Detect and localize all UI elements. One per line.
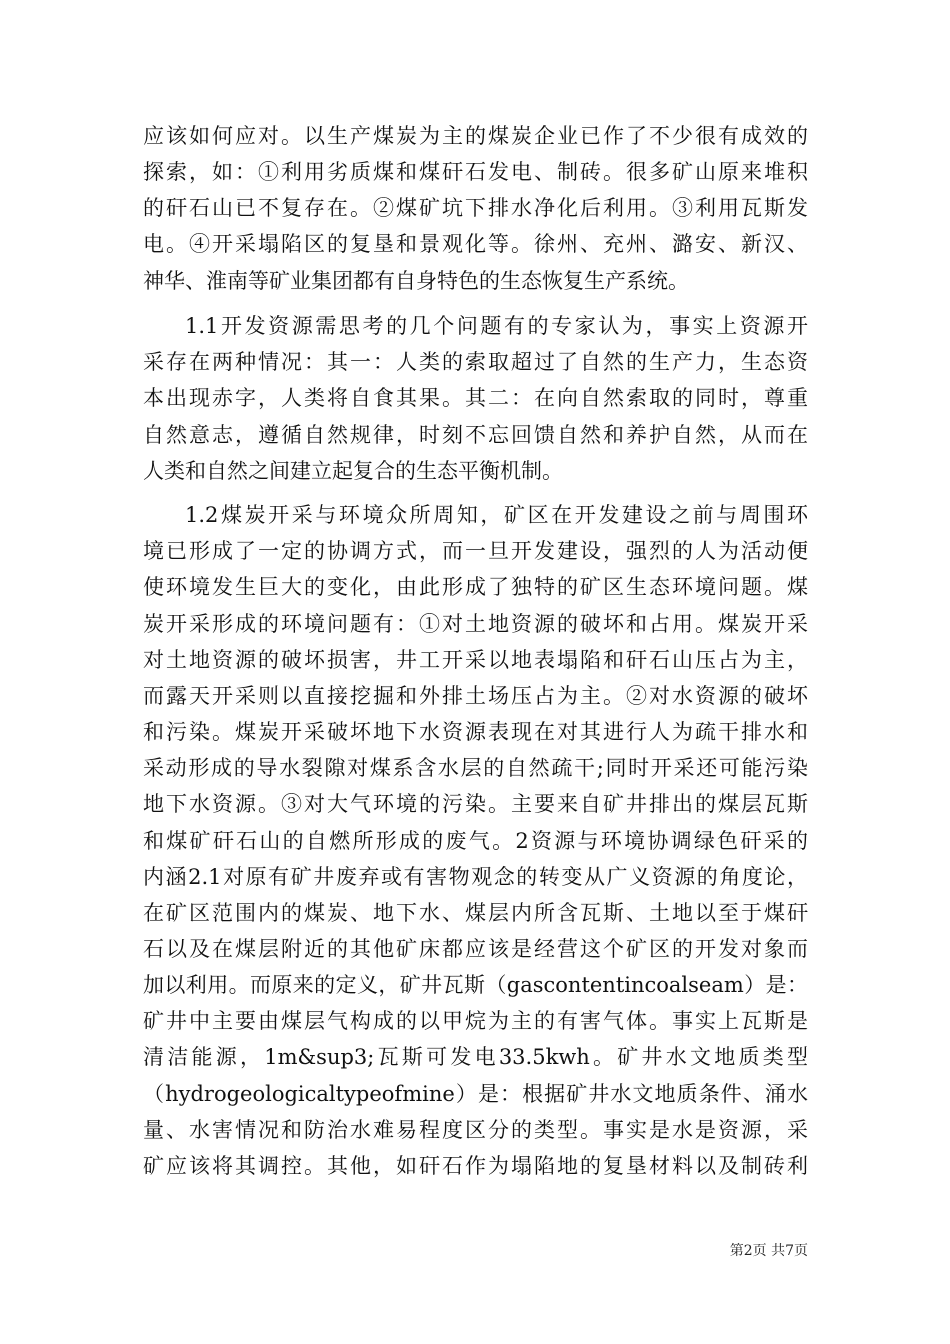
text-line: （hydrogeologicaltypeofmine）是：根据矿井水文地质条件、涌水 bbox=[143, 1082, 808, 1106]
text-line: 加以利用。而原来的定义，矿井瓦斯（gascontentincoalseam）是： bbox=[143, 973, 808, 997]
text-line: 炭开采形成的环境问题有：①对土地资源的破坏和占用。煤炭开采 bbox=[143, 612, 808, 636]
text-line: 在矿区范围内的煤炭、地下水、煤层内所含瓦斯、土地以至于煤矸 bbox=[143, 901, 808, 925]
text-line: 人类和自然之间建立起复合的生态平衡机制。 bbox=[143, 459, 563, 483]
text-line: 采动形成的导水裂隙对煤系含水层的自然疏干;同时开采还可能污染 bbox=[143, 756, 808, 780]
text-line: 境已形成了一定的协调方式，而一旦开发建设，强烈的人为活动便 bbox=[143, 539, 808, 563]
text-line: 石以及在煤层附近的其他矿床都应该是经营这个矿区的开发对象而 bbox=[143, 937, 808, 961]
text-line: 使环境发生巨大的变化，由此形成了独特的矿区生态环境问题。煤 bbox=[143, 575, 808, 599]
page-number: 第2页 共7页 bbox=[729, 1243, 808, 1259]
text-line: 地下水资源。③对大气环境的污染。主要来自矿井排出的煤层瓦斯 bbox=[143, 792, 808, 816]
text-line: 应该如何应对。以生产煤炭为主的煤炭企业已作了不少很有成效的 bbox=[143, 124, 808, 148]
text-line: 的矸石山已不复存在。②煤矿坑下排水净化后利用。③利用瓦斯发 bbox=[143, 196, 808, 220]
text-line: 矿应该将其调控。其他，如矸石作为塌陷地的复垦材料以及制砖利 bbox=[143, 1154, 808, 1178]
text-line: 对土地资源的破坏损害，井工开采以地表塌陷和矸石山压占为主， bbox=[143, 648, 808, 672]
text-line: 和污染。煤炭开采破坏地下水资源表现在对其进行人为疏干排水和 bbox=[143, 720, 808, 744]
text-line: 本出现赤字，人类将自食其果。其二：在向自然索取的同时，尊重 bbox=[143, 386, 808, 410]
text-line: 内涵2.1对原有矿井废弃或有害物观念的转变从广义资源的角度论， bbox=[143, 865, 808, 889]
text-line: 神华、淮南等矿业集团都有自身特色的生态恢复生产系统。 bbox=[143, 269, 689, 293]
text-line: 自然意志，遵循自然规律，时刻不忘回馈自然和养护自然，从而在 bbox=[143, 423, 808, 447]
text-line: 而露天开采则以直接挖掘和外排土场压占为主。②对水资源的破坏 bbox=[143, 684, 808, 708]
text-line: 矿井中主要由煤层气构成的以甲烷为主的有害气体。事实上瓦斯是 bbox=[143, 1009, 808, 1033]
text-line: 和煤矿矸石山的自燃所形成的废气。2资源与环境协调绿色矸采的 bbox=[143, 829, 808, 853]
text-line: 1.1开发资源需思考的几个问题有的专家认为，事实上资源开 bbox=[185, 314, 808, 338]
text-line: 清洁能源，1m&sup3;瓦斯可发电33.5kwh。矿井水文地质类型 bbox=[143, 1045, 808, 1069]
text-line: 采存在两种情况：其一：人类的索取超过了自然的生产力，生态资 bbox=[143, 350, 808, 374]
text-line: 1.2煤炭开采与环境众所周知，矿区在开发建设之前与周围环 bbox=[185, 503, 808, 527]
text-line: 探索，如：①利用劣质煤和煤矸石发电、制砖。很多矿山原来堆积 bbox=[143, 160, 808, 184]
text-line: 电。④开采塌陷区的复垦和景观化等。徐州、充州、潞安、新汉、 bbox=[143, 232, 808, 256]
text-line: 量、水害情况和防治水难易程度区分的类型。事实是水是资源，采 bbox=[143, 1118, 808, 1142]
